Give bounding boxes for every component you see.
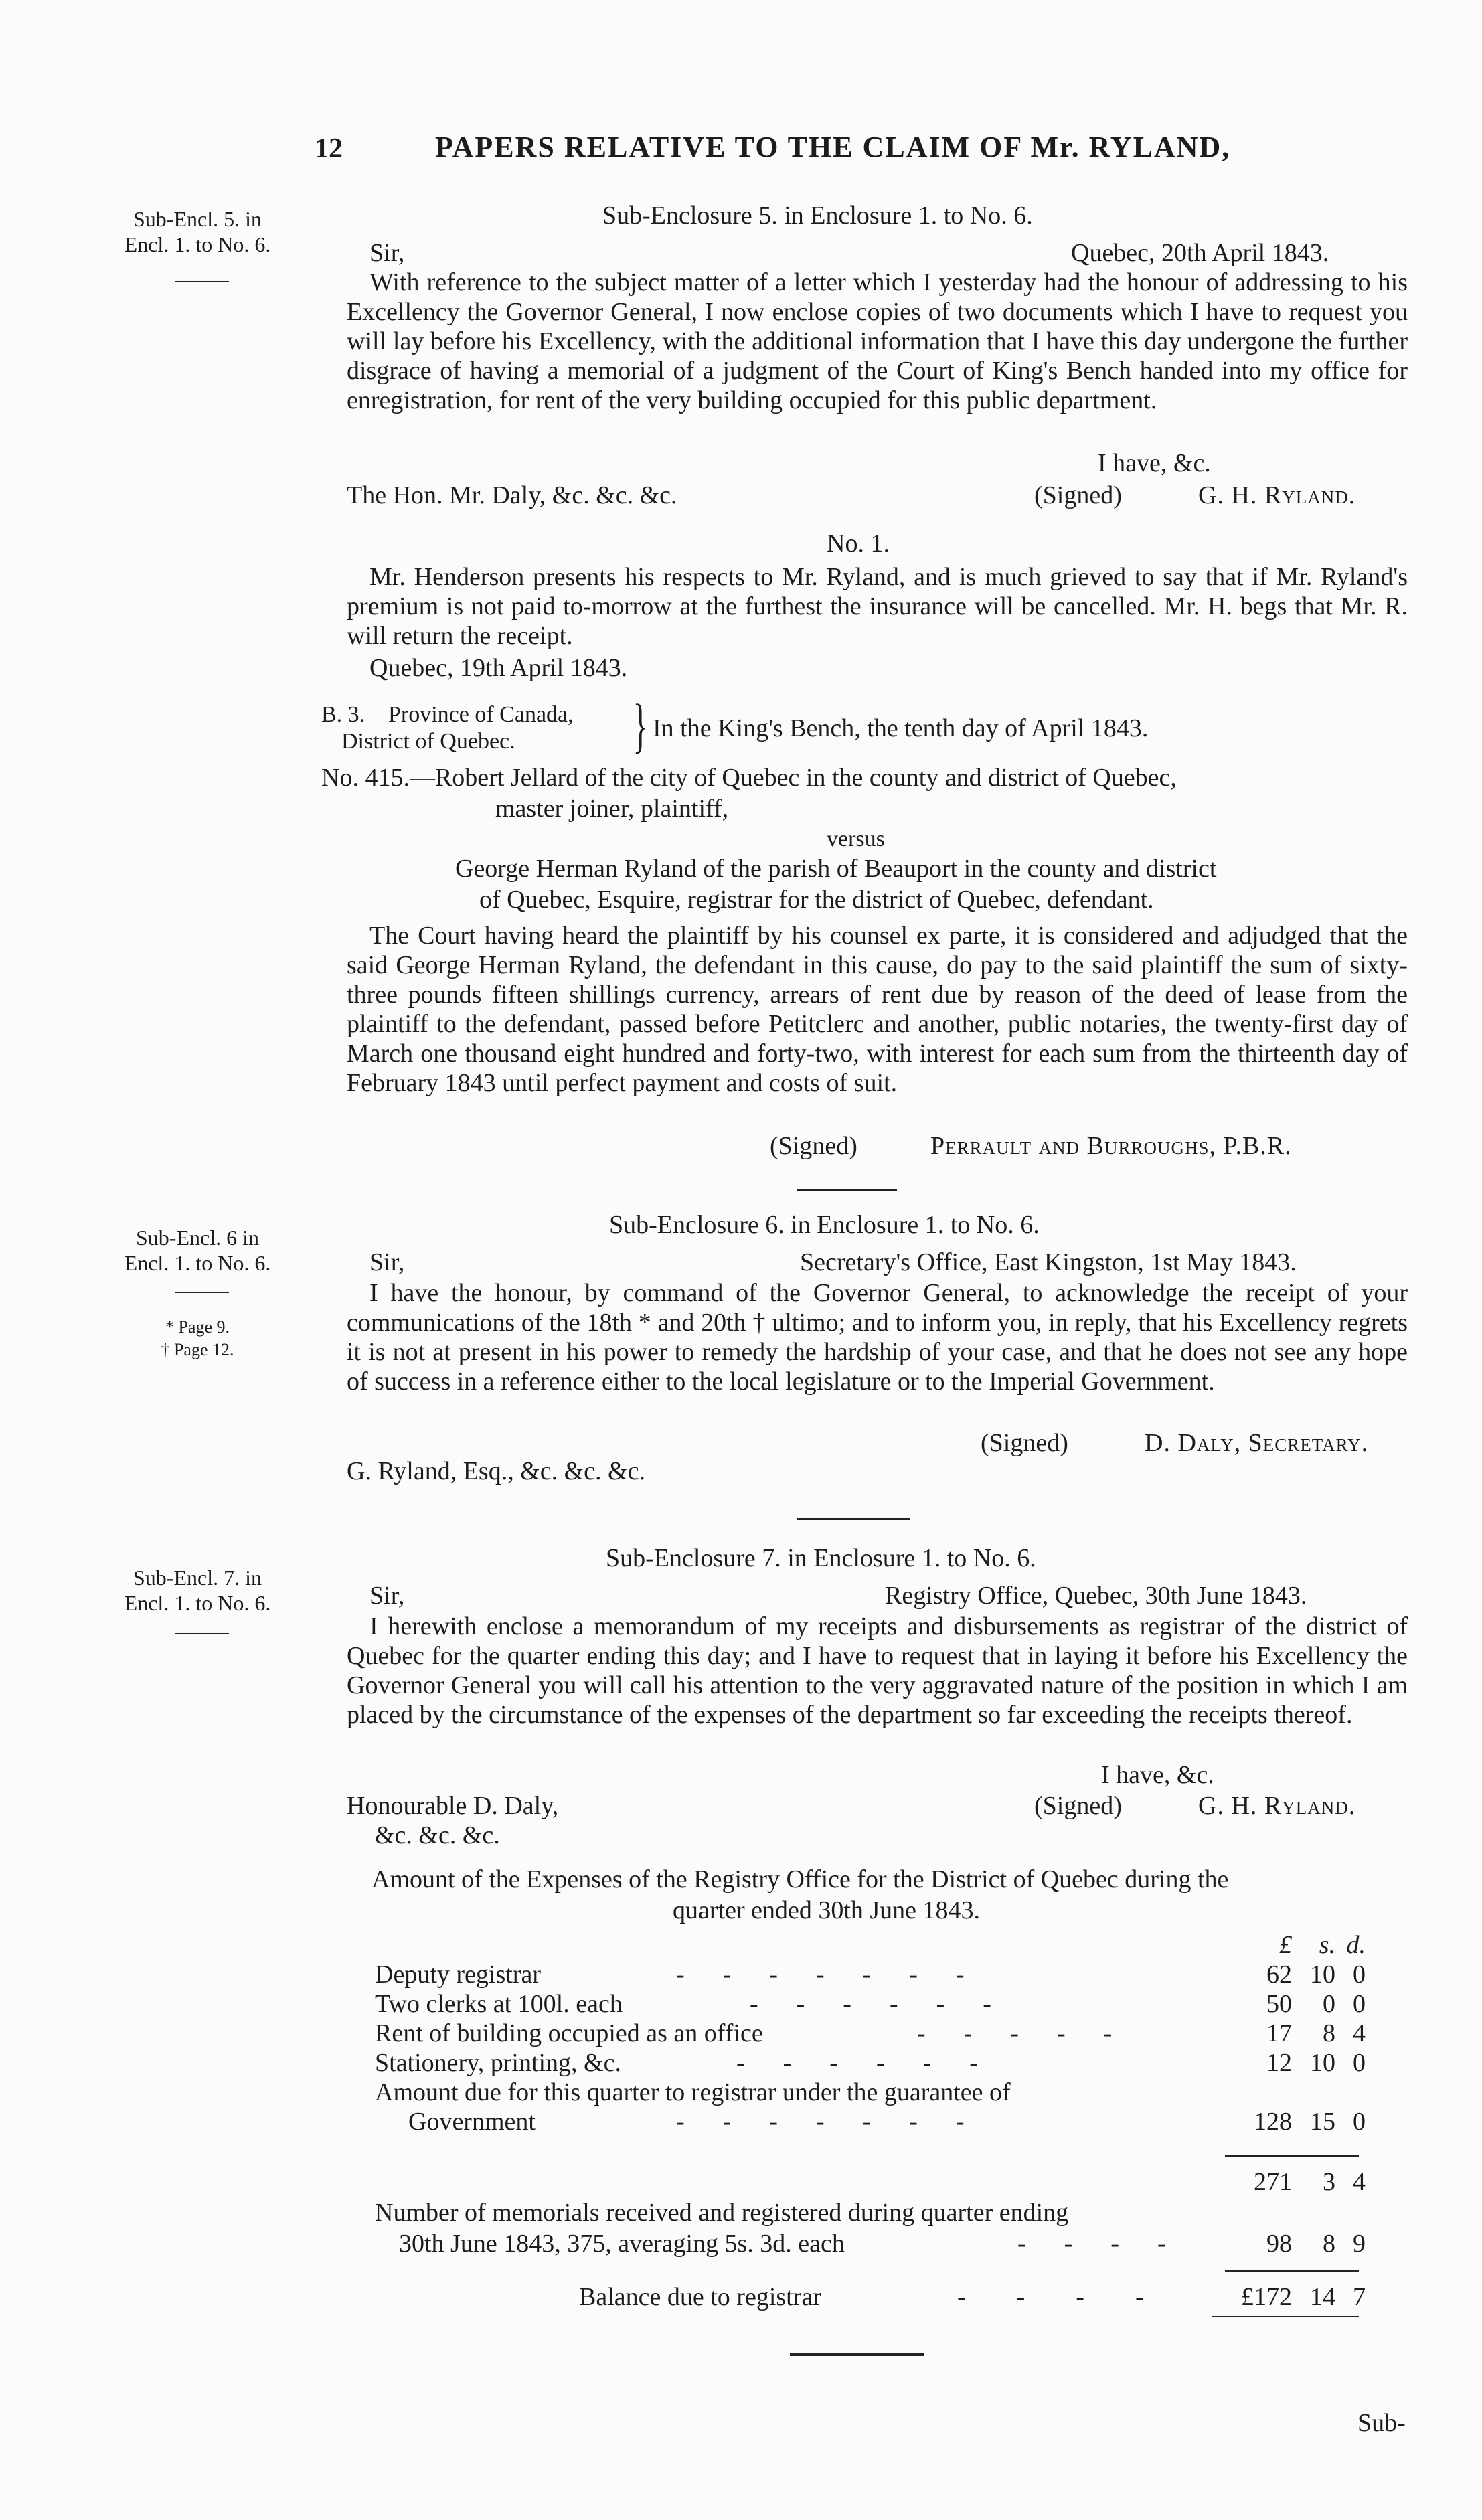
leader: - - - - - - - — [676, 1960, 965, 1989]
addressee-line-2: &c. &c. &c. — [375, 1821, 500, 1849]
section-divider — [797, 1189, 897, 1191]
column-headers — [375, 1930, 1366, 1960]
addressee: The Hon. Mr. Daly, &c. &c. &c. — [347, 481, 677, 509]
subtotal-rule — [1225, 2155, 1359, 2157]
closing: I have, &c. — [1101, 1761, 1214, 1789]
margin-note-sub6: Sub-Encl. 6 in Encl. 1. to No. 6. — [124, 1226, 271, 1275]
closing: I have, &c. — [1098, 449, 1211, 477]
row-label: 30th June 1843, 375, averaging 5s. 3d. each — [399, 2230, 845, 2258]
pence: 0 — [1353, 1990, 1366, 2018]
pounds: 128 — [1254, 2108, 1292, 2136]
pence: 0 — [1353, 2108, 1366, 2136]
balance-row — [375, 2282, 1366, 2312]
total-row — [375, 2167, 1366, 2197]
margin-note-sub7: Sub-Encl. 7. in Encl. 1. to No. 6. — [124, 1566, 271, 1615]
salutation: Sir, — [369, 1248, 405, 1276]
pounds: 98 — [1266, 2230, 1292, 2258]
header-pounds: £ — [1279, 1931, 1292, 1959]
expenses-title: Amount of the Expenses of the Registry Office for the District of Quebec during the — [372, 1865, 1229, 1894]
signature: G. H. Ryland. — [1198, 1792, 1356, 1820]
margin-divider — [175, 1633, 229, 1634]
margin-note-sub5: Sub-Encl. 5. in Encl. 1. to No. 6. — [124, 207, 271, 256]
row-label: Amount due for this quarter to registrar under the guarantee of — [375, 2078, 1011, 2106]
signature: Perrault and Burroughs, P.B.R. — [930, 1132, 1292, 1160]
section-divider — [797, 1518, 910, 1520]
place-date: Registry Office, Quebec, 30th June 1843. — [885, 1582, 1307, 1610]
leader: - - - - — [1017, 2230, 1166, 2258]
place-date: Secretary's Office, East Kingston, 1st May 1843. — [800, 1248, 1297, 1276]
row-label: Stationery, printing, &c. — [375, 2049, 621, 2077]
pounds: 12 — [1266, 2049, 1292, 2077]
table-row — [375, 2198, 1359, 2228]
letter-body: I have the honour, by command of the Governor General, to acknowledge the receipt of your communications of the 18th * and 20th † ultimo; and to inform you, in reply, that his Excellency regrets it is not at present in his power to remedy the hardship of your case, and that he does not see any hope of success in a reference either to the local legislature or to the Imperial Government. — [347, 1279, 1408, 1396]
addressee: Honourable D. Daly, — [347, 1792, 559, 1820]
shillings: 14 — [1310, 2283, 1335, 2311]
versus: versus — [827, 827, 885, 851]
table-row — [375, 2019, 1366, 2048]
table-row — [375, 2107, 1366, 2136]
sub6-heading: Sub-Enclosure 6. in Enclosure 1. to No. 6. — [609, 1211, 1040, 1239]
shillings: 3 — [1323, 2168, 1335, 2196]
shillings: 10 — [1310, 1960, 1335, 1989]
shillings: 15 — [1310, 2108, 1335, 2136]
salutation: Sir, — [369, 1582, 405, 1610]
balance-double-rule — [1212, 2316, 1359, 2317]
court-district: District of Quebec. — [341, 729, 515, 754]
balance-label: Balance due to registrar — [579, 2283, 821, 2311]
addressee: G. Ryland, Esq., &c. &c. &c. — [347, 1457, 645, 1485]
header-pence: d. — [1346, 1931, 1366, 1959]
place-date: Quebec, 20th April 1843. — [1071, 239, 1329, 267]
sub7-heading: Sub-Enclosure 7. in Enclosure 1. to No. 6. — [606, 1544, 1036, 1572]
page-number: 12 — [315, 133, 343, 164]
closing-rule — [790, 2353, 924, 2356]
leader: - - - - - - — [736, 2049, 978, 2077]
table-row — [375, 2229, 1366, 2258]
running-title: PAPERS RELATIVE TO THE CLAIM OF Mr. RYLAND, — [435, 131, 1231, 163]
leader: - - - - - - - — [676, 2108, 965, 2136]
no1-date: Quebec, 19th April 1843. — [369, 654, 628, 682]
signature: D. Daly, Secretary. — [1145, 1429, 1369, 1457]
salutation: Sir, — [369, 239, 405, 267]
court-bench: In the King's Bench, the tenth day of April 1843. — [653, 714, 1149, 742]
brace: } — [633, 693, 648, 759]
signed-label: (Signed) — [981, 1429, 1068, 1457]
table-row — [375, 2078, 1359, 2107]
signature: G. H. Ryland. — [1198, 481, 1356, 509]
no1-heading: No. 1. — [827, 529, 890, 558]
pence: 0 — [1353, 2049, 1366, 2077]
defendant-line-1: George Herman Ryland of the parish of Beauport in the county and district — [455, 855, 1217, 883]
row-label: Two clerks at 100l. each — [375, 1990, 623, 2018]
shillings: 0 — [1323, 1990, 1335, 2018]
case-line-1: No. 415.—Robert Jellard of the city of Quebec in the county and district of Quebec, — [321, 764, 1177, 792]
pence: 7 — [1353, 2283, 1366, 2311]
row-label: Rent of building occupied as an office — [375, 2019, 763, 2047]
signed-label: (Signed) — [770, 1132, 857, 1160]
table-row — [375, 2048, 1366, 2078]
margin-divider — [175, 281, 229, 282]
pence: 9 — [1353, 2230, 1366, 2258]
pounds: 271 — [1254, 2168, 1292, 2196]
pounds: £172 — [1241, 2283, 1292, 2311]
row-label: Number of memorials received and registered during quarter ending — [375, 2199, 1069, 2227]
judgment: The Court having heard the plaintiff by his counsel ex parte, it is considered and adjudged that the said George Herman Ryland, the defendant in this cause, do pay to the said plaintiff the sum of sixty-three pounds fifteen shillings currency, arrears of rent due by reason of the deed of lease from the plaintiff to the defendant, passed before Petitclerc and another, public notaries, the twenty-first day of March one thousand eight hundred and forty-two, with interest for each sum from the thirteenth day of February 1843 until perfect payment and costs of suit. — [347, 922, 1408, 1097]
leader: - - - - — [957, 2283, 1144, 2311]
letter-body: I herewith enclose a memorandum of my receipts and disbursements as registrar of the district of Quebec for the quarter ending this day; and I have to request that in laying it before his Excellency the Governor General you will call his attention to the very aggravated nature of the position in which I am placed by the circumstance of the expenses of the department so far exceeding the receipts thereof. — [347, 1612, 1408, 1729]
defendant-line-2: of Quebec, Esquire, registrar for the district of Quebec, defendant. — [479, 886, 1154, 914]
sub5-heading: Sub-Enclosure 5. in Enclosure 1. to No. 6. — [602, 201, 1033, 230]
pounds: 17 — [1266, 2019, 1292, 2047]
pounds: 50 — [1266, 1990, 1292, 2018]
margin-divider — [175, 1292, 229, 1293]
pounds: 62 — [1266, 1960, 1292, 1989]
catchword: Sub- — [1357, 2409, 1406, 2437]
shillings: 10 — [1310, 2049, 1335, 2077]
footnote-references: * Page 9. † Page 12. — [161, 1317, 234, 1359]
expenses-title-line-2: quarter ended 30th June 1843. — [673, 1896, 981, 1924]
court-province: Province of Canada, — [388, 702, 574, 727]
pence: 4 — [1353, 2168, 1366, 2196]
balance-rule — [1225, 2270, 1359, 2272]
signed-label: (Signed) — [1034, 481, 1122, 509]
court-ref: B. 3. — [321, 702, 365, 727]
signed-label: (Signed) — [1034, 1792, 1122, 1820]
table-row — [375, 1960, 1366, 1989]
row-label: Deputy registrar — [375, 1960, 541, 1989]
shillings: 8 — [1323, 2019, 1335, 2047]
case-line-2: master joiner, plaintiff, — [495, 794, 729, 823]
leader: - - - - - - — [750, 1990, 991, 2018]
table-row — [375, 1989, 1366, 2019]
header-shillings: s. — [1319, 1931, 1335, 1959]
no1-body: Mr. Henderson presents his respects to Mr. Ryland, and is much grieved to say that if Mr. Ryland's premium is not paid to-morrow at the furthest the insurance will be cancelled. Mr. H. begs that Mr. R. will return the receipt. — [347, 563, 1408, 650]
pence: 4 — [1353, 2019, 1366, 2047]
letter-body: With reference to the subject matter of a letter which I yesterday had the honour of addressing to his Excellency the Governor General, I now enclose copies of two documents which I have to request you will lay before his Excellency, with the additional information that I have this day undergone the further disgrace of having a memorial of a judgment of the Court of King's Bench handed into my office for enregistration, for rent of the very building occupied for this public department. — [347, 268, 1408, 414]
pence: 0 — [1353, 1960, 1366, 1989]
shillings: 8 — [1323, 2230, 1335, 2258]
row-label: Government — [408, 2108, 536, 2136]
leader: - - - - - — [917, 2019, 1113, 2047]
